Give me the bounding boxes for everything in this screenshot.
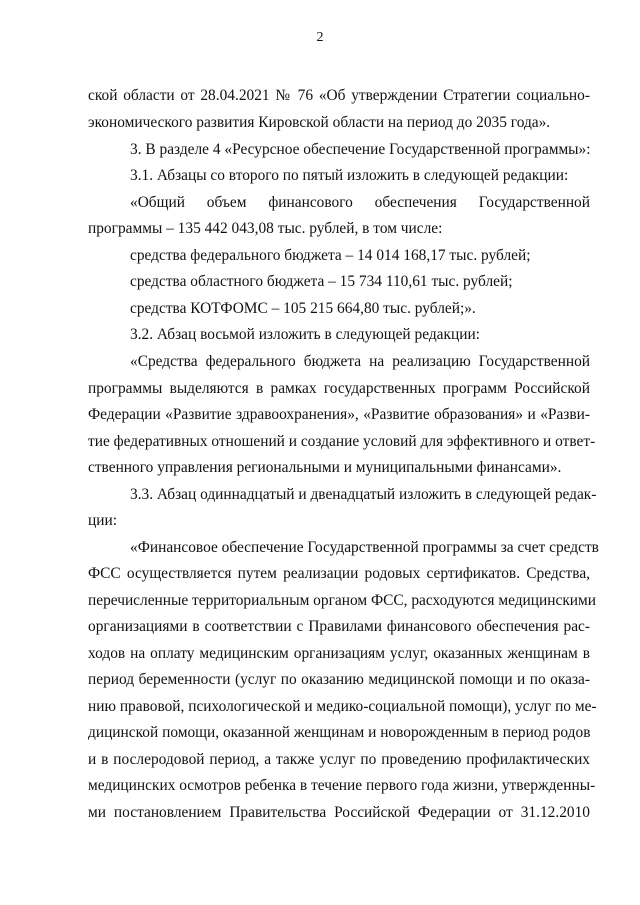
text-line: ми постановлением Правительства Российской Федерации от 31.12.2010 <box>88 804 590 821</box>
text-line: «Общий объем финансового обеспечения Государственной <box>130 194 590 211</box>
text-line: медицинских осмотров ребенка в течение первого года жизни, утвержденны- <box>88 777 596 794</box>
text-line: дицинской помощи, оказанной женщинам и новорожденным в период родов <box>88 724 591 741</box>
text-line: Федерации «Развитие здравоохранения», «Развитие образования» и «Разви- <box>88 406 590 423</box>
text-line: и в послеродовой период, а также услуг по проведению профилактических <box>88 751 590 768</box>
text-line: организациями в соответствии с Правилами финансового обеспечения рас- <box>88 618 590 635</box>
text-line: 3.1. Абзацы со второго по пятый изложить в следующей редакции: <box>130 167 569 184</box>
text-line: 3.2. Абзац восьмой изложить в следующей редакции: <box>130 326 480 343</box>
text-line: ской области от 28.04.2021 № 76 «Об утверждении Стратегии социально- <box>88 87 590 104</box>
page-number: 2 <box>316 30 324 45</box>
text-line: ции: <box>88 512 117 529</box>
text-line: ФСС осуществляется путем реализации родовых сертификатов. Средства, <box>88 565 590 582</box>
text-line: «Средства федерального бюджета на реализацию Государственной <box>130 353 590 370</box>
text-line: нию правовой, психологической и медико-социальной помощи), услуг по ме- <box>88 698 597 715</box>
text-line: программы – 135 442 043,08 тыс. рублей, в том числе: <box>88 220 443 237</box>
text-line: 3. В разделе 4 «Ресурсное обеспечение Государственной программы»: <box>130 141 591 158</box>
text-line: экономического развития Кировской области на период до 2035 года». <box>88 114 551 131</box>
text-line: перечисленные территориальным органом ФСС, расходуются медицинскими <box>88 592 597 609</box>
text-line: «Финансовое обеспечение Государственной программы за счет средств <box>130 539 599 556</box>
text-line: ходов на оплату медицинским организациям услуг, оказанных женщинам в <box>88 645 590 662</box>
text-line: 3.3. Абзац одиннадцатый и двенадцатый изложить в следующей редак- <box>130 486 597 503</box>
text-line: средства КОТФОМС – 105 215 664,80 тыс. рублей;». <box>130 300 476 317</box>
text-line: средства областного бюджета – 15 734 110,61 тыс. рублей; <box>130 273 513 290</box>
text-line: тие федеративных отношений и создание условий для эффективного и ответ- <box>88 433 596 450</box>
text-line: средства федерального бюджета – 14 014 168,17 тыс. рублей; <box>130 247 531 264</box>
text-line: период беременности (услуг по оказанию медицинской помощи и по оказа- <box>88 671 590 688</box>
text-line: ственного управления региональными и муниципальными финансами». <box>88 459 562 476</box>
text-line: программы выделяются в рамках государственных программ Российской <box>88 380 590 397</box>
